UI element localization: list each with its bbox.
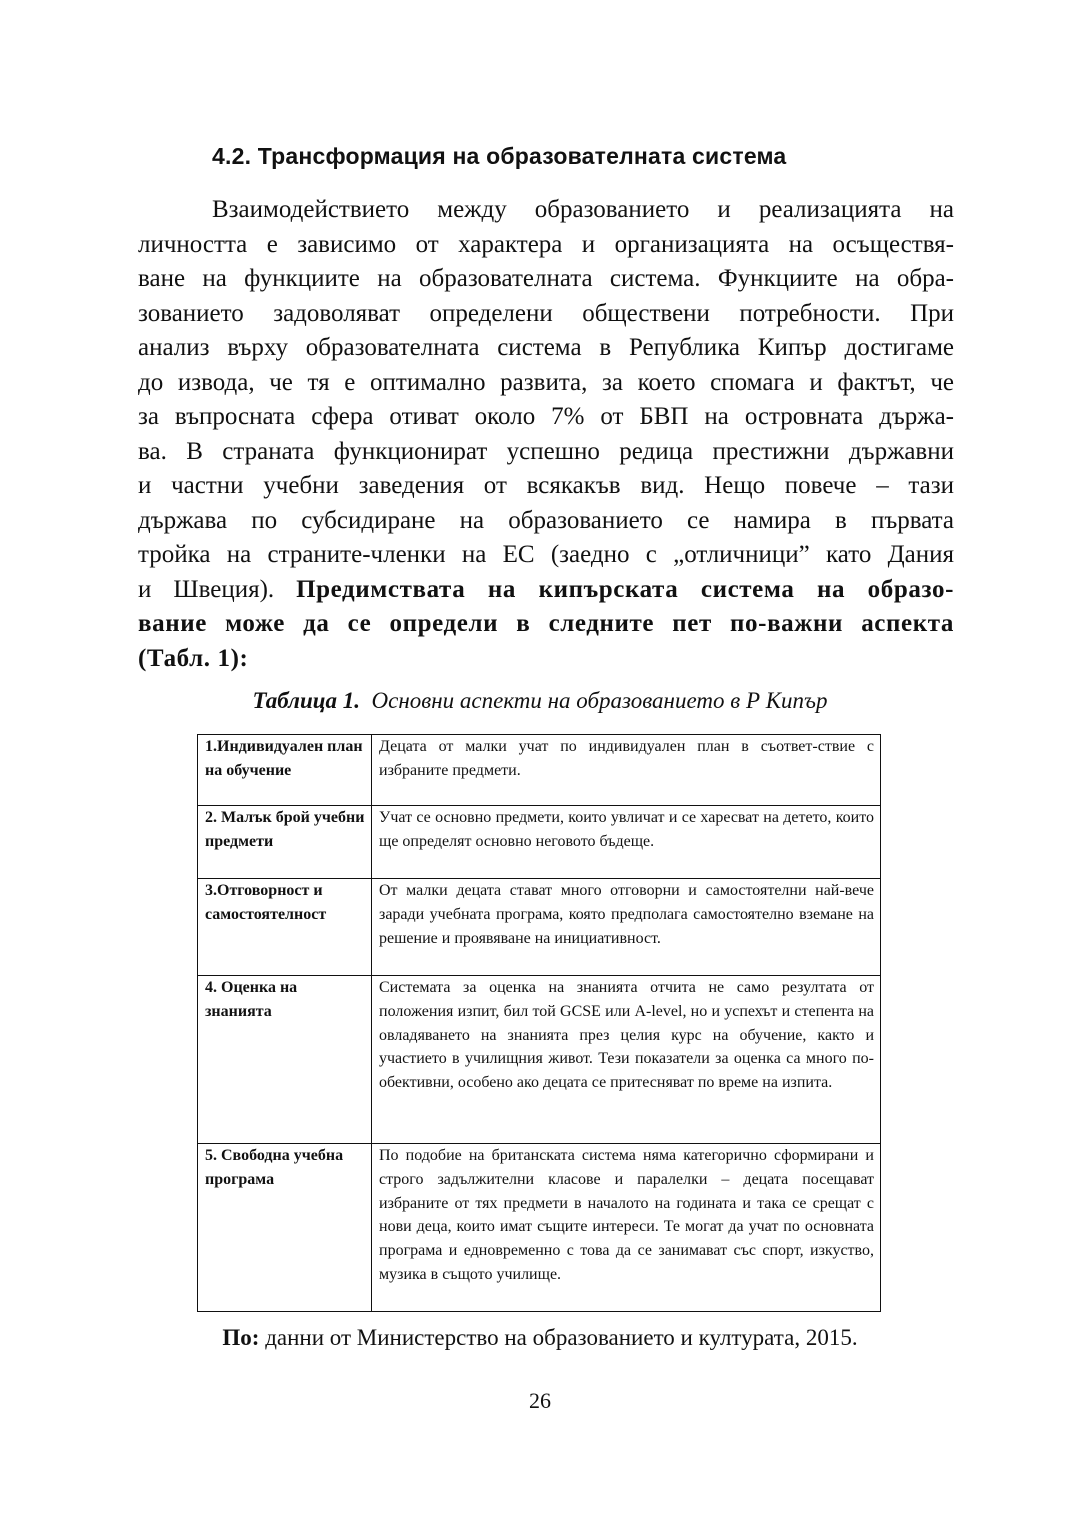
aspect-cell: 2. Малък брой учебни предмети: [198, 806, 372, 879]
paragraph-line: зованието задоволяват определени обществени потребности. При: [138, 299, 954, 327]
paragraph-line: за въпросната сфера отиват около 7% от БВП на островната държа-: [138, 403, 954, 430]
description-cell: Системата за оценка на знанията отчита не само резултата от положения изпит, бил той GCSE или A-level, но и успехът и степента на овладяването на знанията през целия курс на обучение, както и участието в училищния живот. Тези показатели за оценка са много по-обективни, особено ако децата се притесняват по време на изпита.: [372, 976, 881, 1144]
source-text: данни от Министерство на образованието и културата, 2015.: [265, 1325, 858, 1350]
paragraph-line: личността е зависимо от характера и организацията на осъществя-: [138, 230, 954, 258]
table-row: [198, 735, 881, 806]
paragraph-bold-text: Предимствата на кипърската система на образо-: [296, 575, 954, 603]
aspect-cell: 3.Отговорност и самостоятелност: [198, 879, 372, 976]
paragraph-line: анализ върху образователната система в Република Кипър достигаме: [138, 334, 954, 361]
paragraph-line: ване на функциите на образователната система. Функциите на обра-: [138, 265, 954, 292]
paragraph-bold-text: вание може да се определи в следните пет по-важни аспекта: [138, 610, 954, 637]
description-cell: От малки децата стават много отговорни и самостоятелни най-вече заради учебната програма, която предполага самостоятелно вземане на решение и проявяване на инициативност.: [372, 879, 881, 976]
paragraph-line: Взаимодействието между образованието и реализацията на: [212, 196, 954, 223]
aspect-cell: 5. Свободна учебна програма: [198, 1144, 372, 1312]
source-note: [0, 1325, 1080, 1351]
paragraph-bold-line: [138, 607, 954, 642]
description-cell: Учат се основно предмети, които увличат и се харесват на детето, които ще определят основно неговото бъдеще.: [372, 806, 881, 879]
aspect-cell: 1.Индивидуален план на обучение: [198, 735, 372, 806]
table-row: [198, 976, 881, 1144]
table-caption: [0, 688, 1080, 714]
paragraph-bold-line: [138, 642, 954, 677]
paragraph-line-mixed: [138, 573, 954, 608]
description-cell: По подобие на британската система няма категорично сформирани и строго задължителни класове и паралелки – децата посещават избраните от тях предмети в началото на годината и така се срещат с нови деца, които имат същите интереси. Те могат да учат по основната програма и едновременно с това да се занимават със спорт, изкуство, музика в същото училище.: [372, 1144, 881, 1312]
table-row: [198, 1144, 881, 1312]
table-caption-text: Основни аспекти на образованието в Р Кипър: [371, 688, 828, 713]
paragraph-bold-text: (Табл. 1):: [138, 644, 249, 672]
table-row: [198, 879, 881, 976]
aspects-table: [197, 734, 881, 1312]
table-row: [198, 806, 881, 879]
page-number: 26: [529, 1388, 551, 1413]
paragraph-line: и частни учебни заведения от всякакъв вид. Нещо повече – тази: [138, 472, 954, 499]
aspect-cell: 4. Оценка на знанията: [198, 976, 372, 1144]
source-label: По:: [222, 1325, 260, 1350]
section-heading: 4.2. Трансформация на образователната система: [212, 143, 787, 169]
paragraph-line: до извода, че тя е оптимално развита, за което спомага и фактът, че: [138, 368, 954, 396]
paragraph-line: ва. В страната функционират успешно редица престижни държавни: [138, 437, 954, 465]
description-cell: Децата от малки учат по индивидуален план в съответ-ствие с избраните предмети.: [372, 735, 881, 806]
table-caption-label: Таблица 1.: [252, 688, 361, 713]
body-paragraph: [138, 193, 954, 676]
paragraph-line: държава по субсидиране на образованието се намира в първата: [138, 506, 954, 534]
paragraph-line: и Швеция).: [138, 575, 275, 603]
paragraph-line: тройка на страните-членки на ЕС (заедно с „отличници” като Дания: [138, 541, 954, 568]
